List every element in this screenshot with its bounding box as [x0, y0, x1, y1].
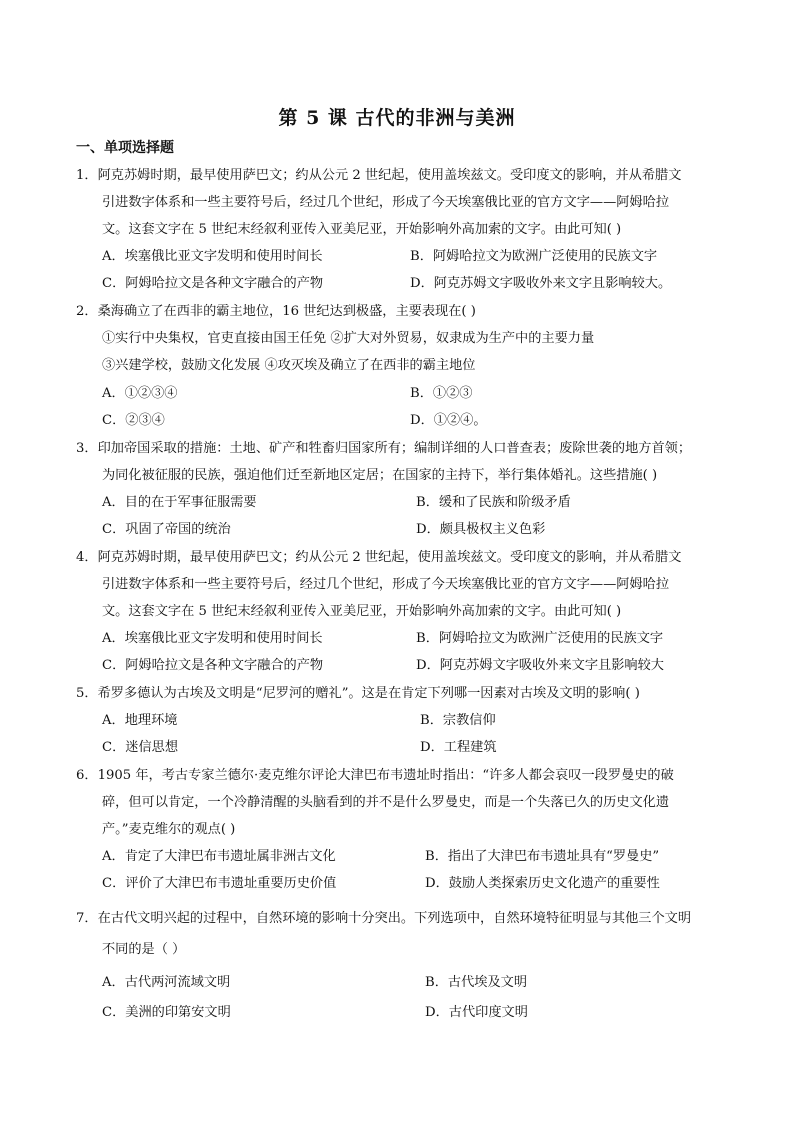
question-5-option-d[interactable]: D．工程建筑 — [420, 740, 497, 755]
question-2-option-d[interactable]: D．①②④。 — [410, 413, 487, 428]
question-2-line-3: ③兴建学校，鼓励文化发展 ④攻灭埃及确立了在西非的霸主地位 — [102, 358, 476, 373]
question-1-line-1: 1．阿克苏姆时期，最早使用萨巴文；约从公元 2 世纪起，使用盖埃兹文。受印度文的影响，并从希腊文 — [76, 168, 682, 183]
question-6-option-d[interactable]: D．鼓励人类探索历史文化遗产的重要性 — [425, 876, 660, 891]
question-2-line-2: ①实行中央集权，官吏直接由国王任免 ②扩大对外贸易，奴隶成为生产中的主要力量 — [102, 331, 595, 346]
question-1-line-2: 引进数字体系和一些主要符号后，经过几个世纪，形成了今天埃塞俄比亚的官方文字——阿姆哈拉 — [102, 195, 670, 210]
question-6-line-1: 6．1905 年，考古专家兰德尔·麦克维尔评论大津巴布韦遗址时指出：“许多人都会哀叹一段罗曼史的破 — [76, 768, 674, 783]
question-3-option-a[interactable]: A．目的在于军事征服需要 — [102, 495, 257, 510]
question-7-option-a[interactable]: A．古代两河流域文明 — [102, 975, 231, 990]
question-4-option-a[interactable]: A．埃塞俄比亚文字发明和使用时间长 — [102, 631, 323, 646]
question-6-option-c[interactable]: C．评价了大津巴布韦遗址重要历史价值 — [102, 876, 337, 891]
question-2-line-1: 2．桑海确立了在西非的霸主地位，16 世纪达到极盛，主要表现在( ) — [76, 304, 476, 319]
question-1-option-a[interactable]: A．埃塞俄比亚文字发明和使用时间长 — [102, 249, 323, 264]
question-7-line-1: 7．在古代文明兴起的过程中，自然环境的影响十分突出。下列选项中，自然环境特征明显与其他三个文明 — [76, 911, 692, 926]
question-4-line-3: 文。这套文字在 5 世纪末经叙利亚传入亚美尼亚，开始影响外高加索的文字。由此可知( ) — [102, 604, 622, 619]
question-5-option-c[interactable]: C．迷信思想 — [102, 740, 179, 755]
question-4-option-b[interactable]: B．阿姆哈拉文为欧洲广泛使用的民族文字 — [416, 631, 664, 646]
question-6-line-2: 碎，但可以肯定，一个冷静清醒的头脑看到的并不是什么罗曼史，而是一个失落已久的历史文化遗 — [102, 795, 670, 810]
question-4-line-2: 引进数字体系和一些主要符号后，经过几个世纪，形成了今天埃塞俄比亚的官方文字——阿姆哈拉 — [102, 577, 670, 592]
question-3-option-b[interactable]: B．缓和了民族和阶级矛盾 — [416, 495, 571, 510]
section-heading: 一、单项选择题 — [76, 140, 174, 156]
question-1-option-d[interactable]: D．阿克苏姆文字吸收外来文字且影响较大。 — [410, 276, 672, 291]
question-7-option-d[interactable]: D．古代印度文明 — [425, 1005, 528, 1020]
question-7-option-b[interactable]: B．古代埃及文明 — [425, 975, 528, 990]
question-5-option-a[interactable]: A．地理环境 — [102, 713, 178, 728]
question-6-option-a[interactable]: A．肯定了大津巴布韦遗址属非洲古文化 — [102, 849, 336, 864]
question-1-line-3: 文。这套文字在 5 世纪末经叙利亚传入亚美尼亚，开始影响外高加索的文字。由此可知( ) — [102, 222, 622, 237]
question-7-option-c[interactable]: C．美洲的印第安文明 — [102, 1005, 231, 1020]
question-7-line-2: 不同的是（ ） — [102, 942, 186, 957]
question-1-option-c[interactable]: C．阿姆哈拉文是各种文字融合的产物 — [102, 276, 324, 291]
question-2-option-a[interactable]: A．①②③④ — [102, 386, 178, 401]
question-3-option-c[interactable]: C．巩固了帝国的统治 — [102, 522, 231, 537]
question-2-option-b[interactable]: B．①②③ — [410, 386, 473, 401]
question-3-option-d[interactable]: D．颇具极权主义色彩 — [416, 522, 546, 537]
question-4-option-c[interactable]: C．阿姆哈拉文是各种文字融合的产物 — [102, 658, 324, 673]
question-4-option-d[interactable]: D．阿克苏姆文字吸收外来文字且影响较大 — [416, 658, 664, 673]
question-5-option-b[interactable]: B．宗教信仰 — [420, 713, 496, 728]
question-3-line-2: 为同化被征服的民族，强迫他们迁至新地区定居；在国家的主持下，举行集体婚礼。这些措施( ) — [102, 468, 658, 483]
question-6-option-b[interactable]: B．指出了大津巴布韦遗址具有“罗曼史” — [425, 849, 660, 864]
lesson-title: 第 5 课 古代的非洲与美洲 — [278, 107, 516, 129]
question-3-line-1: 3．印加帝国采取的措施：土地、矿产和牲畜归国家所有；编制详细的人口普查表；废除世袭的地方首领； — [76, 441, 692, 456]
question-6-line-3: 产。”麦克维尔的观点( ) — [102, 822, 236, 837]
question-4-line-1: 4．阿克苏姆时期，最早使用萨巴文；约从公元 2 世纪起，使用盖埃兹文。受印度文的影响，并从希腊文 — [76, 550, 682, 565]
question-5-line-1: 5．希罗多德认为古埃及文明是“尼罗河的赠礼”。这是在肯定下列哪一因素对古埃及文明的影响( ) — [76, 686, 640, 701]
question-2-option-c[interactable]: C．②③④ — [102, 413, 165, 428]
question-1-option-b[interactable]: B．阿姆哈拉文为欧洲广泛使用的民族文字 — [410, 249, 658, 264]
